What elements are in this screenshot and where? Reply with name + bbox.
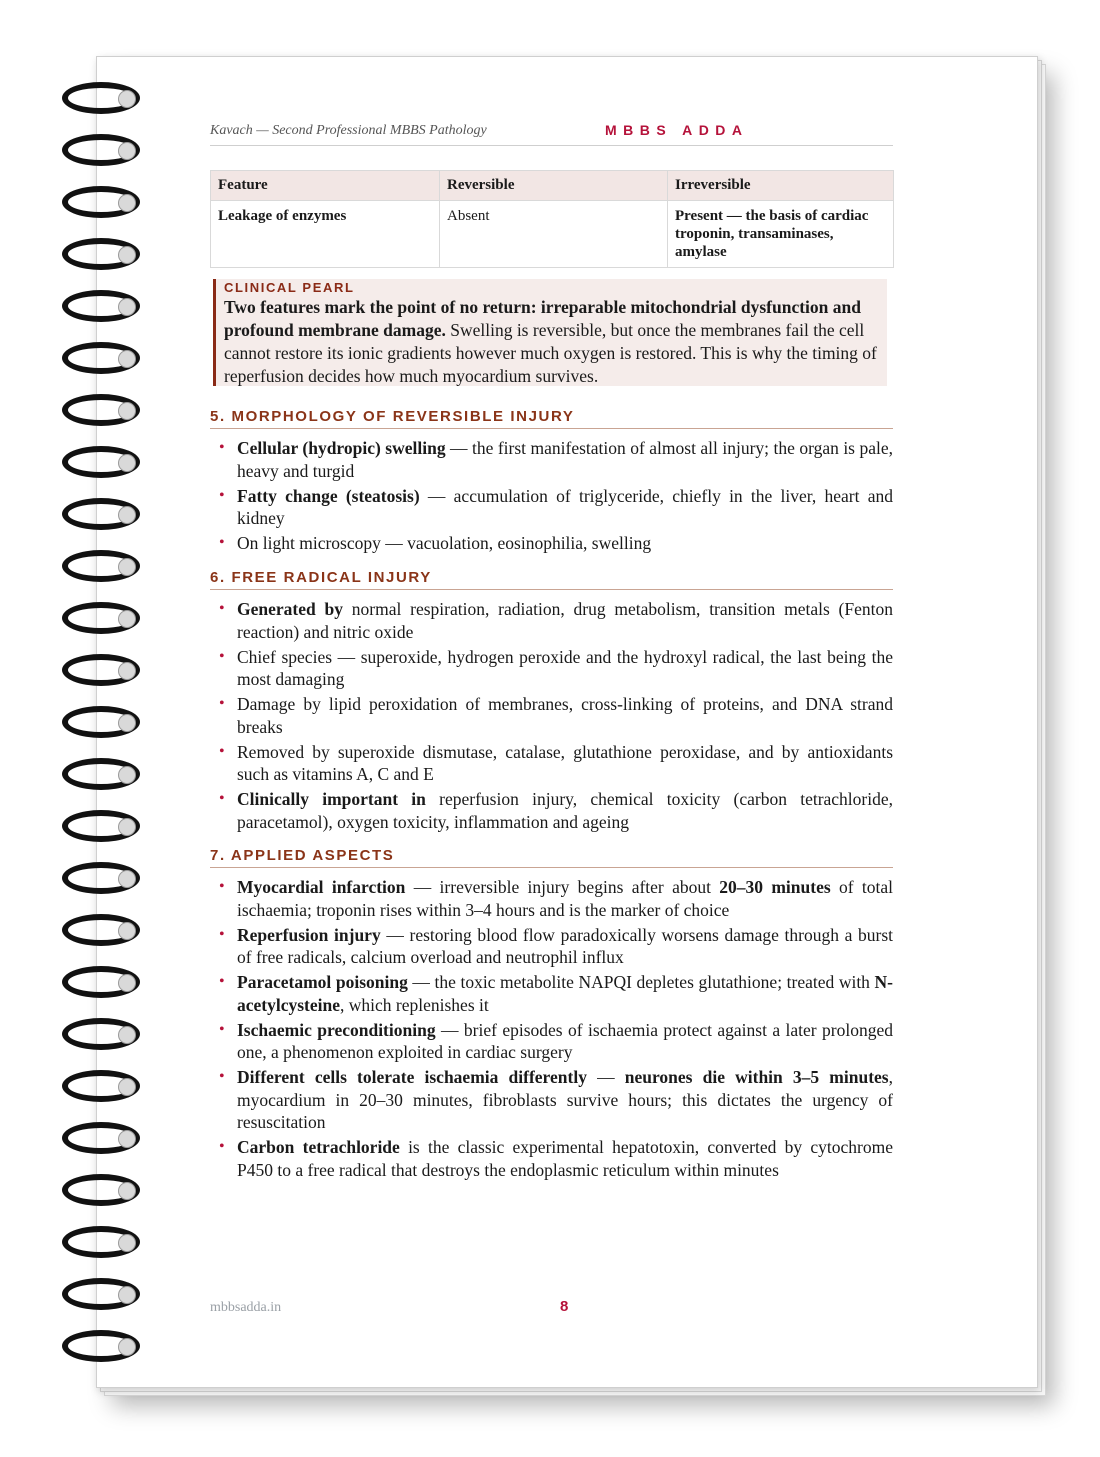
list-item-text: Removed by superoxide dismutase, catalase, glutathione peroxidase, and by antioxidants such as vitamins A, C and E: [237, 741, 893, 784]
clinical-pearl-label: CLINICAL PEARL: [224, 280, 355, 295]
column-header: Reversible: [440, 171, 668, 201]
list-item-bold: Myocardial infarction: [237, 877, 406, 897]
list-item-text: — the first manifestation of almost all injury; the organ is pale, heavy and turgid: [237, 438, 893, 481]
list-item-text: — brief episodes of ischaemia protect against a later prolonged one, a phenomenon exploited in cardiac surgery: [237, 1019, 893, 1062]
spiral-ring: [62, 1226, 140, 1258]
spiral-ring: [62, 82, 140, 114]
list-item: [210, 485, 893, 530]
list-item: [210, 437, 893, 482]
spiral-ring: [62, 1070, 140, 1102]
list-item-text: — irreversible injury begins after about: [405, 877, 720, 897]
spiral-ring: [62, 1278, 140, 1310]
clinical-pearl-box: [213, 279, 887, 386]
table-cell: Leakage of enzymes: [211, 201, 440, 268]
bullet-list: [210, 437, 893, 557]
section-heading: 7. APPLIED ASPECTS: [210, 847, 893, 868]
list-item-text: , myocardium in 20–30 minutes, fibroblasts survive hours; this dictates the urgency of resuscitation: [237, 1067, 893, 1132]
spiral-ring: [62, 498, 140, 530]
spiral-ring: [62, 1330, 140, 1362]
spiral-ring: [62, 238, 140, 270]
spiral-ring: [62, 550, 140, 582]
list-item: [210, 1066, 893, 1134]
table-cell: Absent: [440, 201, 668, 268]
spiral-ring: [62, 966, 140, 998]
list-item: [210, 924, 893, 969]
list-item-bold: Cellular (hydropic) swelling: [237, 438, 446, 458]
list-item-text: —: [586, 1067, 625, 1087]
list-item-text: On light microscopy — vacuolation, eosinophilia, swelling: [237, 533, 652, 553]
list-item: [210, 788, 893, 833]
list-item: [210, 532, 893, 555]
list-item: [210, 741, 893, 786]
list-item-bold: Carbon tetrachloride: [237, 1137, 400, 1157]
list-item-text: Chief species — superoxide, hydrogen peroxide and the hydroxyl radical, the last being the most damaging: [237, 646, 893, 689]
list-item-text: is the classic experimental hepatotoxin, converted by cytochrome P450 to a free radical that destroys the endoplasmic reticulum within minutes: [237, 1137, 893, 1180]
list-item-text: normal respiration, radiation, drug metabolism, transition metals (Fenton reaction) and nitric oxide: [237, 599, 893, 642]
page-number: 8: [560, 1298, 569, 1315]
comparison-table: [210, 170, 894, 268]
spiral-ring: [62, 186, 140, 218]
bullet-list: [210, 598, 893, 836]
list-item-text: Damage by lipid peroxidation of membranes, cross-linking of proteins, and DNA strand breaks: [237, 694, 893, 737]
list-item: [210, 1019, 893, 1064]
spiral-ring: [62, 1174, 140, 1206]
spiral-ring: [62, 1122, 140, 1154]
list-item-text: reperfusion injury, chemical toxicity (carbon tetrachloride, paracetamol), oxygen toxicity, inflammation and ageing: [237, 789, 894, 832]
spiral-ring: [62, 342, 140, 374]
list-item-text: — restoring blood flow paradoxically worsens damage through a burst of free radicals, calcium overload and neutrophil influx: [237, 924, 894, 967]
brand-name: MBBS ADDA: [605, 122, 749, 138]
list-item-bold: Fatty change (steatosis): [237, 485, 420, 506]
clinical-pearl-bold: Two features mark the point of no return: irreparable mitochondrial dysfunction and profound membrane damage.: [224, 297, 861, 340]
list-item: [210, 1136, 893, 1181]
clinical-pearl-rest: Swelling is reversible, but once the membranes fail the cell cannot restore its ionic gradients however much oxygen is restored. This is why the timing of reperfusion decides how much myocardium survives.: [224, 320, 877, 386]
list-item: [210, 876, 893, 921]
table-cell: Present — the basis of cardiac troponin, transaminases, amylase: [668, 201, 894, 268]
spiral-ring: [62, 914, 140, 946]
list-item-bold: Different cells tolerate ischaemia differently: [237, 1067, 587, 1087]
column-header: Irreversible: [668, 171, 894, 201]
list-item-text: — the toxic metabolite NAPQI depletes glutathione; treated with: [407, 972, 875, 992]
spiral-ring: [62, 394, 140, 426]
list-item: [210, 693, 893, 738]
table-row: [211, 201, 894, 268]
table-header-row: [211, 171, 894, 201]
clinical-pearl-text: [224, 296, 879, 388]
list-item: [210, 598, 893, 643]
footer-site: mbbsadda.in: [210, 1300, 282, 1315]
list-item-bold: Generated by: [237, 599, 343, 619]
spiral-ring: [62, 446, 140, 478]
list-item-bold: Clinically important in: [237, 789, 426, 809]
list-item-text: , which replenishes it: [340, 994, 489, 1015]
spiral-ring: [62, 602, 140, 634]
spiral-ring: [62, 1018, 140, 1050]
book-title: Kavach — Second Professional MBBS Pathology: [210, 123, 487, 138]
spiral-ring: [62, 706, 140, 738]
column-header: Feature: [211, 171, 440, 201]
spiral-ring: [62, 758, 140, 790]
list-item-bold: Reperfusion injury: [237, 924, 381, 945]
spiral-ring: [62, 290, 140, 322]
spiral-ring: [62, 134, 140, 166]
bullet-list: [210, 876, 893, 1184]
section-heading: 5. MORPHOLOGY OF REVERSIBLE INJURY: [210, 408, 893, 429]
list-item-bold: Ischaemic preconditioning: [237, 1019, 436, 1040]
section-heading: 6. FREE RADICAL INJURY: [210, 569, 893, 590]
list-item-text: — accumulation of triglyceride, chiefly in the liver, heart and kidney: [237, 485, 893, 528]
list-item-text: of total ischaemia; troponin rises within 3–4 hours and is the marker of choice: [237, 877, 894, 920]
list-item-bold: 20–30 minutes: [719, 877, 831, 897]
list-item: [210, 646, 893, 691]
list-item-bold: neurones die within 3–5 minutes: [624, 1067, 889, 1087]
list-item: [210, 971, 893, 1016]
list-item-bold: Paracetamol poisoning: [237, 972, 408, 992]
running-header: [210, 123, 893, 146]
spiral-ring: [62, 654, 140, 686]
spiral-ring: [62, 862, 140, 894]
list-item-bold: N-acetylcysteine: [237, 972, 893, 1015]
spiral-ring: [62, 810, 140, 842]
